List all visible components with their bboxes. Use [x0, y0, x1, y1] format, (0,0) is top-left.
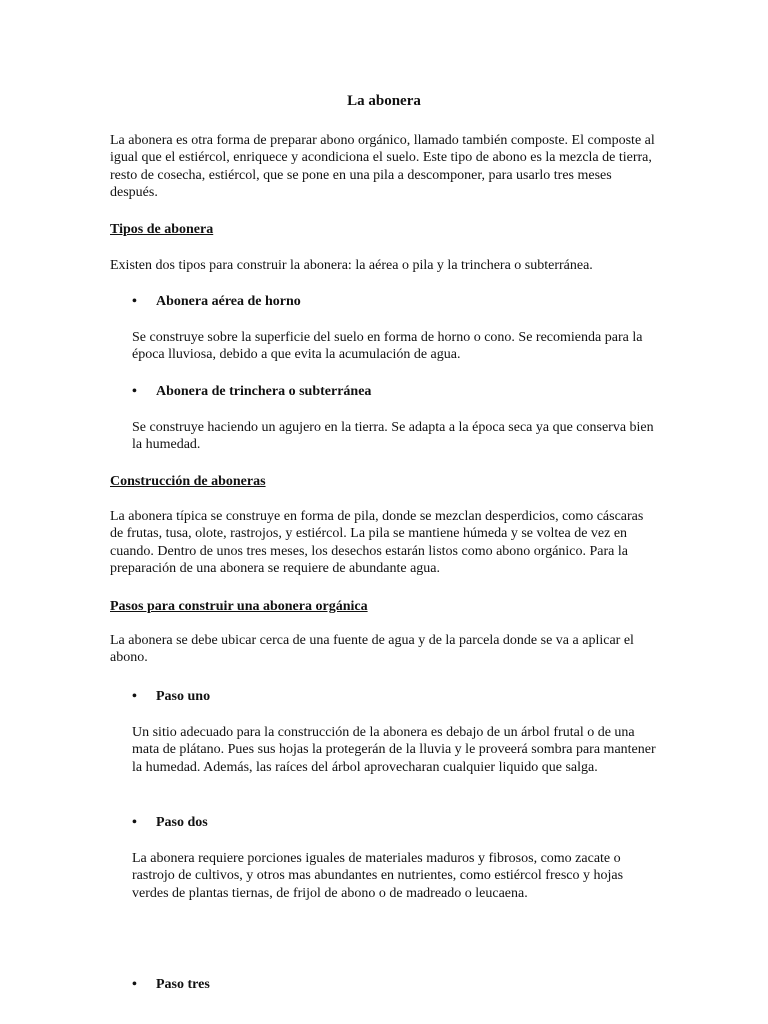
- bullet-icon: •: [132, 977, 137, 992]
- bullet-paso-tres-label: Paso tres: [156, 977, 210, 992]
- tipos-paragraph: Existen dos tipos para construir la abonera: la aérea o pila y la trinchera o subterránea.: [110, 258, 593, 273]
- paso-uno-paragraph: Un sitio adecuado para la construcción de la abonera es debajo de un árbol frutal o de una mata de plátano. Pues sus hojas la protegerán de la lluvia y le proveerá sombra para mantener la humedad. Además, las raíces del árbol aprovecharan cualquier liquido que salga.: [132, 725, 656, 775]
- bullet-paso-uno-label: Paso uno: [156, 689, 211, 704]
- trinchera-paragraph: Se construye haciendo un agujero en la tierra. Se adapta a la época seca ya que conserva bien la humedad.: [132, 420, 654, 453]
- intro-paragraph: La abonera es otra forma de preparar abono orgánico, llamado también composte. El composte al igual que el estiércol, enriquece y acondiciona el suelo. Este tipo de abono es la mezcla de tierra, resto de cosecha, estiércol, que se pone en una pila a descomponer, para usarlo tres meses después.: [110, 133, 655, 200]
- bullet-paso-dos-label: Paso dos: [156, 815, 208, 830]
- tipos-heading: Tipos de abonera: [110, 222, 214, 237]
- bullet-paso-dos: [132, 814, 208, 831]
- bullet-icon: •: [132, 294, 137, 309]
- bullet-paso-tres: [132, 976, 210, 993]
- document-title: La abonera: [347, 93, 421, 109]
- pasos-heading: Pasos para construir una abonera orgánica: [110, 599, 368, 614]
- bullet-paso-uno: [132, 688, 210, 705]
- aerea-paragraph: Se construye sobre la superficie del suelo en forma de horno o cono. Se recomienda para la época lluviosa, debido a que evita la acumulación de agua.: [132, 330, 643, 363]
- bullet-trinchera-label: Abonera de trinchera o subterránea: [156, 384, 372, 399]
- construccion-heading: Construcción de aboneras: [110, 474, 266, 489]
- bullet-icon: •: [132, 689, 137, 704]
- paso-dos-paragraph: La abonera requiere porciones iguales de materiales maduros y fibrosos, como zacate o rastrojo de cultivos, y otros mas abundantes en nutrientes, como estiércol fresco y hojas verdes de plantas tiernas, de frijol de abono o de madreado o leucaena.: [132, 851, 624, 901]
- pasos-paragraph: La abonera se debe ubicar cerca de una fuente de agua y de la parcela donde se va a aplicar el abono.: [110, 633, 634, 666]
- construccion-paragraph: La abonera típica se construye en forma de pila, donde se mezclan desperdicios, como cáscaras de frutas, tusa, olote, rastrojos, y estiércol. La pila se mantiene húmeda y se voltea de vez en cuando. Dentro de unos tres meses, los desechos estarán listos como abono orgánico. Para la preparación de una abonera se requiere de abundante agua.: [110, 509, 644, 576]
- bullet-icon: •: [132, 384, 137, 399]
- bullet-aerea: [132, 293, 301, 310]
- bullet-trinchera: [132, 383, 371, 400]
- bullet-aerea-label: Abonera aérea de horno: [156, 294, 301, 309]
- bullet-icon: •: [132, 815, 137, 830]
